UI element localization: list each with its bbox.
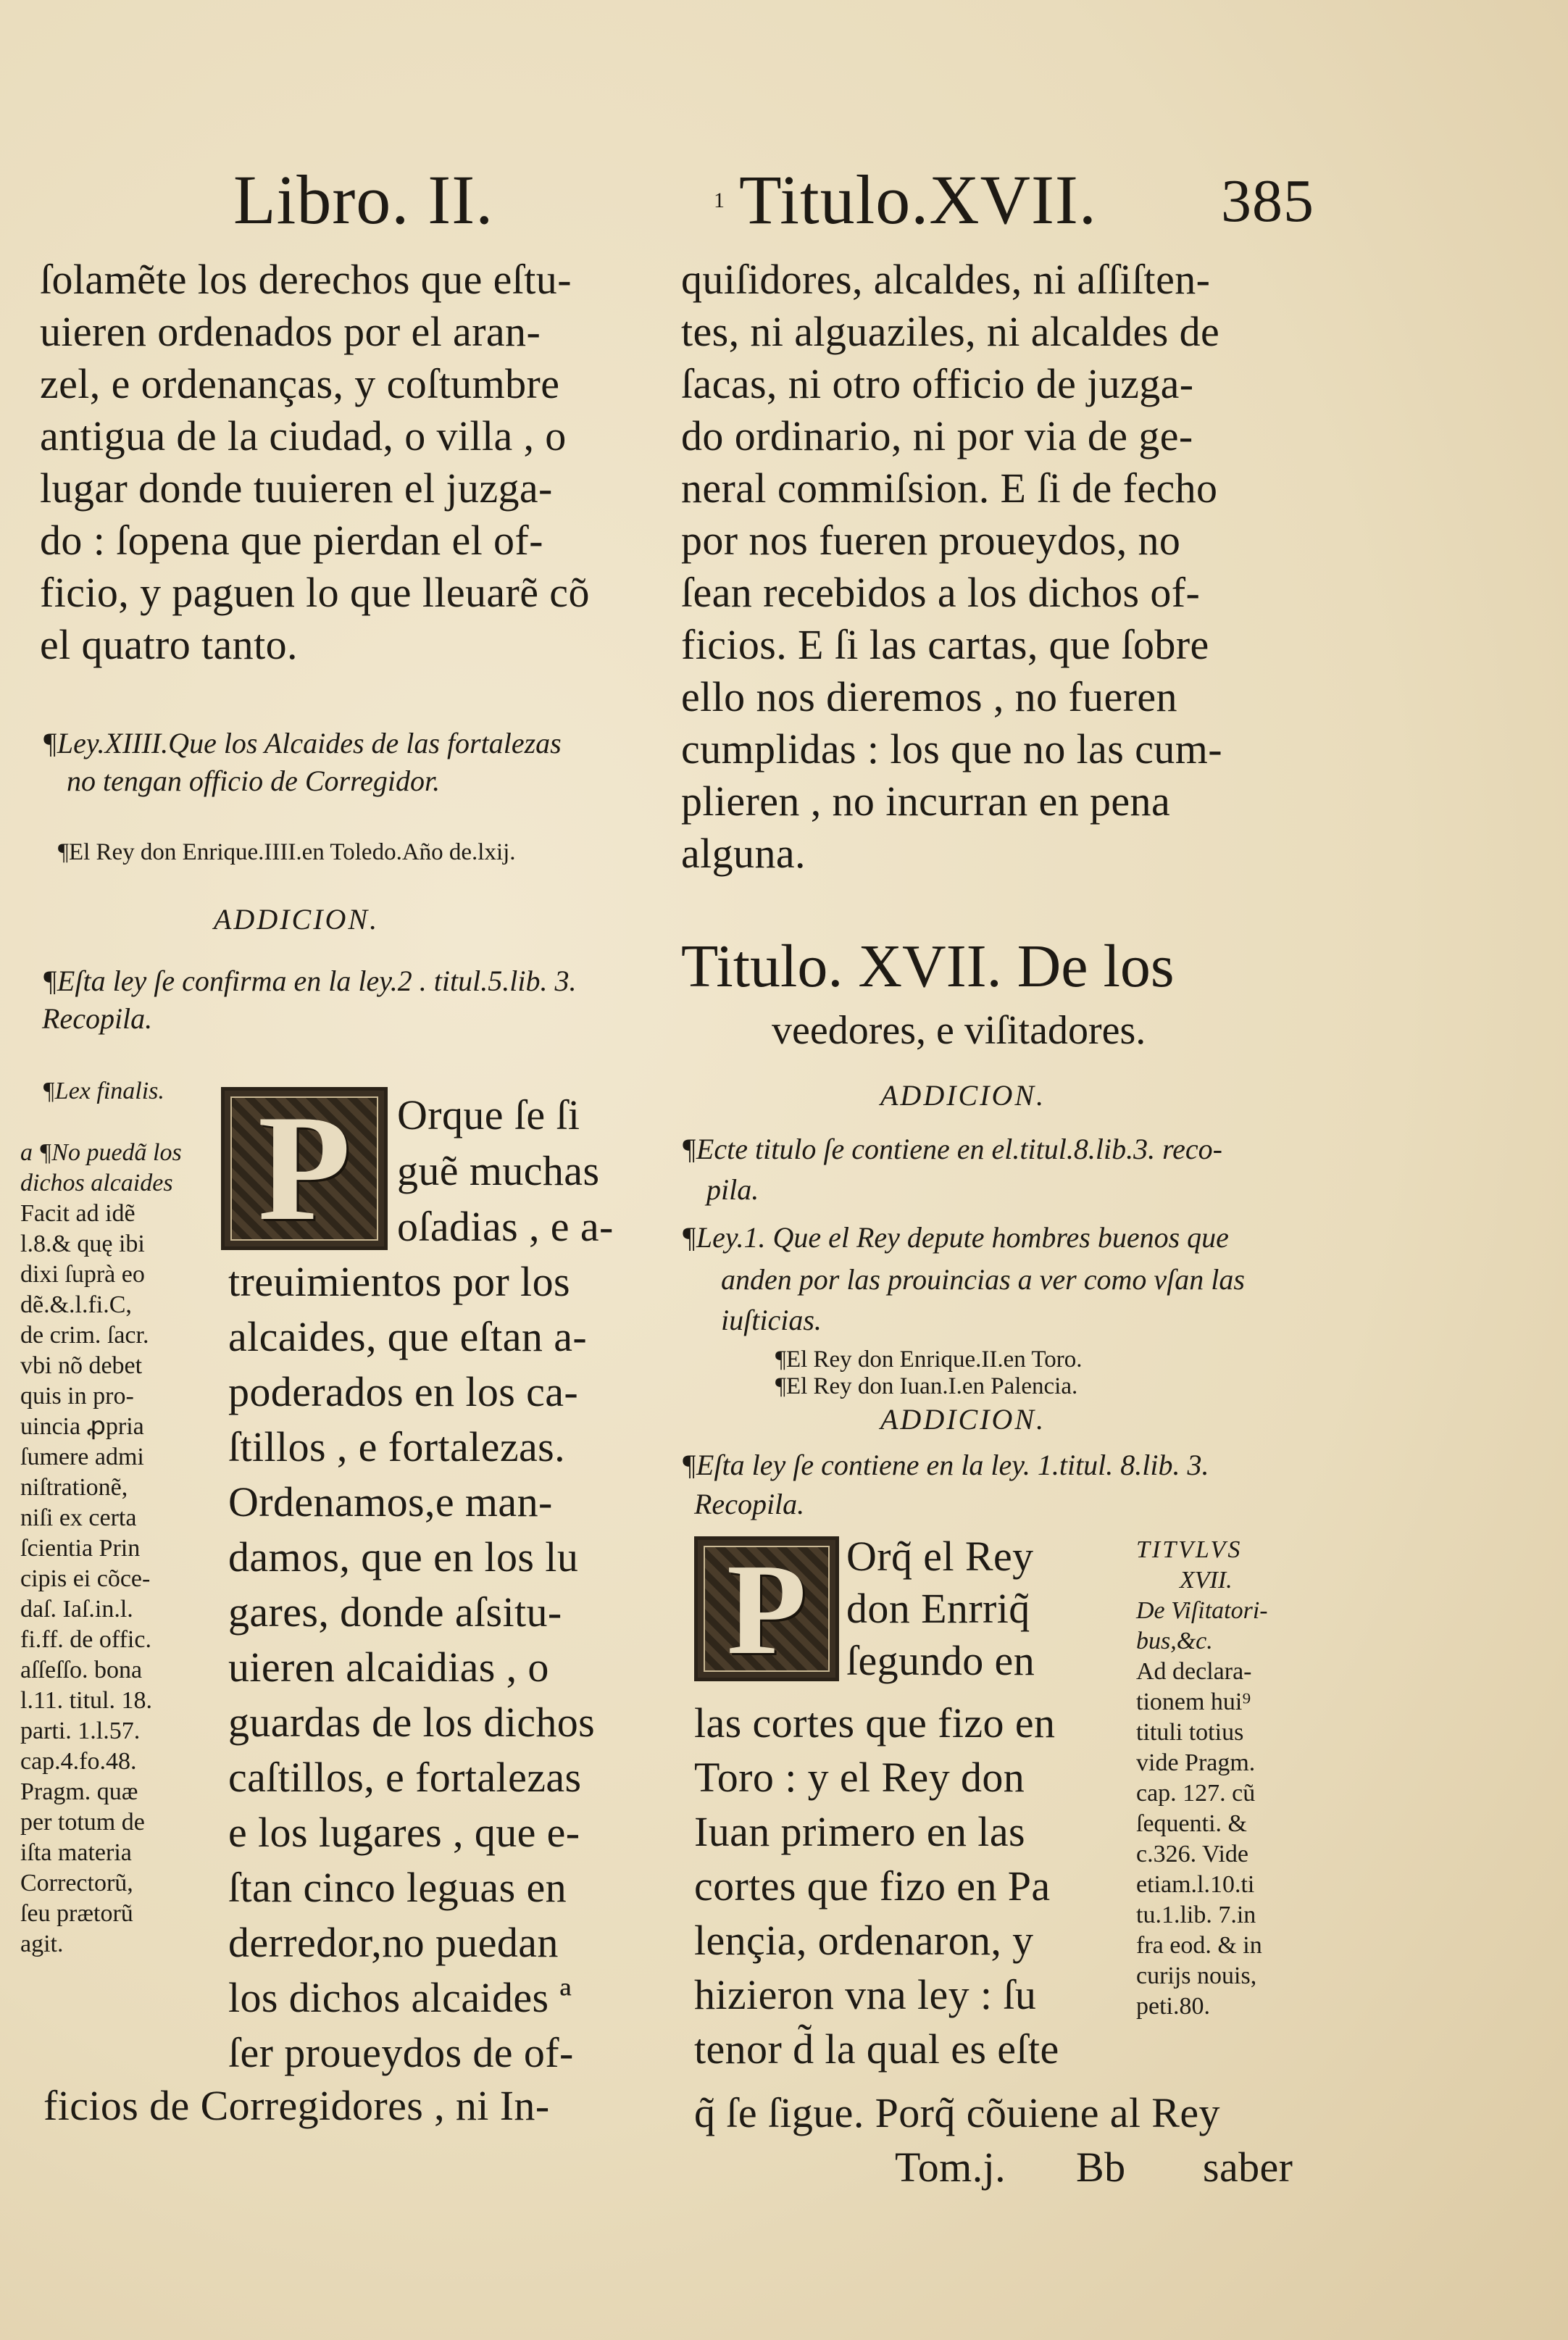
margin-line: fra eod. & in (1136, 1932, 1262, 1959)
margin-line: l.11. titul. 18. (20, 1687, 152, 1714)
left-body-short (397, 1087, 614, 1254)
text-line: tenor d̃ la qual es eſte (694, 2025, 1059, 2073)
text-line: antigua de la ciudad, o villa , o (40, 412, 567, 459)
addicion-note: pila. (706, 1173, 759, 1206)
margin-line: uincia ꝓpria (20, 1413, 144, 1440)
margin-line: tionem hui⁹ (1136, 1689, 1251, 1715)
addicion-note: Recopila. (694, 1488, 805, 1520)
margin-line: peti.80. (1136, 1993, 1210, 2020)
text-line: los dichos alcaides ª (228, 1974, 572, 2021)
margin-line: Correctorũ, (20, 1870, 133, 1896)
text-line: neral commiſsion. E ſi de fecho (681, 465, 1218, 512)
margin-line: tituli totius (1136, 1719, 1244, 1746)
margin-line: TITVLVS (1136, 1536, 1243, 1563)
margin-line: dẽ.&.l.fi.C, (20, 1291, 132, 1318)
margin-line: vbi nõ debet (20, 1352, 143, 1379)
text-line: do ordinario, ni por via de ge- (681, 412, 1193, 459)
margin-line: ſumere admi (20, 1444, 144, 1470)
margin-line: ſcientia Prin (20, 1535, 141, 1562)
margin-line: De Viſitatori- (1136, 1597, 1268, 1624)
margin-line: cap.4.fo.48. (20, 1748, 137, 1775)
king-reference: ¶El Rey don Iuan.I.en Palencia. (775, 1373, 1078, 1399)
margin-line: a ¶No puedã los (20, 1139, 182, 1166)
margin-line: cap. 127. cũ (1136, 1780, 1256, 1807)
running-head-title: Titulo.XVII. (739, 161, 1097, 238)
gathering-mark: Bb (1076, 2144, 1126, 2191)
text-line: Iuan primero en las (694, 1808, 1025, 1855)
margin-line: c.326. Vide (1136, 1841, 1249, 1868)
margin-line: iſta materia (20, 1839, 132, 1866)
text-line: Toro : y el Rey don (694, 1754, 1025, 1801)
margin-line: vide Pragm. (1136, 1749, 1256, 1776)
king-reference: ¶El Rey don Enrique.II.en Toro. (775, 1346, 1083, 1373)
left-margin-notes (20, 1138, 182, 1960)
text-line: alcaides, que eſtan a- (228, 1313, 588, 1360)
margin-line: de crim. ſacr. (20, 1322, 149, 1349)
margin-line: quis in pro- (20, 1383, 134, 1410)
text-line: lençia, ordenaron, y (694, 1917, 1034, 1964)
text-line: don Enrriq̃ (846, 1585, 1030, 1632)
text-line: ficios. E ſi las cartas, que ſobre (681, 621, 1209, 668)
running-head-book: Libro. II. (233, 161, 494, 238)
law-heading: ¶Ley.XIIII.Que los Alcaides de las fortalezas (42, 727, 562, 759)
addicion-heading: ADDICION. (880, 1403, 1046, 1436)
text-line: ficios de Corregidores , ni In- (43, 2082, 550, 2129)
text-line: hizieron vna ley : ſu (694, 1971, 1037, 2018)
law-heading: iuſticias. (721, 1304, 822, 1336)
text-line: derredor,no puedan (228, 1919, 559, 1966)
text-line: plieren , no incurran en pena (681, 778, 1171, 825)
text-line: caſtillos, e fortalezas (228, 1754, 582, 1801)
text-line: guardas de los dichos (228, 1699, 596, 1746)
drop-cap-letter: P (257, 1084, 351, 1252)
text-line: ſtillos , e fortalezas. (228, 1423, 565, 1470)
text-line: ficio, y paguen lo que lleuarẽ cõ (40, 569, 590, 616)
text-line: uieren ordenados por el aran- (40, 308, 541, 355)
drop-cap-letter: P (727, 1536, 806, 1681)
margin-line: cipis ei cõce- (20, 1565, 151, 1592)
text-line: ſolamẽte los derechos que eſtu- (40, 256, 572, 303)
catchword: saber (1203, 2144, 1293, 2191)
text-line: ſacas, ni otro officio de juzga- (681, 360, 1194, 407)
text-line: uieren alcaidias , o (228, 1644, 549, 1691)
section-subtitle: veedores, e viſitadores. (772, 1008, 1146, 1053)
right-body (694, 1696, 1059, 2076)
margin-line: Ad declara- (1136, 1658, 1252, 1685)
law-heading: ¶Ley.1. Que el Rey depute hombres buenos que (681, 1221, 1229, 1254)
text-line: q̃ ſe ſigue. Porq̃ cõuiene al Rey (694, 2089, 1220, 2136)
addicion-note: Recopila. (42, 1002, 153, 1035)
drop-cap-ornament (694, 1536, 839, 1681)
drop-cap-ornament (221, 1084, 388, 1252)
left-column-top (40, 254, 590, 671)
text-line: do : ſopena que pierdan el of- (40, 517, 543, 564)
margin-line: XVII. (1180, 1567, 1233, 1594)
margin-line: niſtrationẽ, (20, 1474, 128, 1501)
margin-line: daſ. Iaſ.in.l. (20, 1596, 133, 1623)
addicion-heading: ADDICION. (214, 903, 380, 936)
margin-line: l.8.& quę ibi (20, 1231, 145, 1257)
left-body (228, 1254, 595, 2081)
text-line: las cortes que fizo en (694, 1699, 1056, 1746)
text-line: damos, que en los lu (228, 1533, 579, 1581)
text-line: oſadias , e a- (397, 1203, 614, 1250)
text-line: por nos fueren proueydos, no (681, 517, 1181, 564)
text-line: e los lugares , que e- (228, 1809, 580, 1856)
margin-line: tu.1.lib. 7.in (1136, 1902, 1256, 1928)
text-line: lugar donde tuuieren el juzga- (40, 465, 553, 512)
king-reference: ¶El Rey don Enrique.IIII.en Toledo.Año de.lxij. (58, 839, 516, 865)
text-line: ſegundo en (846, 1637, 1035, 1684)
margin-line: Facit ad idẽ (20, 1200, 135, 1227)
addicion-heading: ADDICION. (880, 1079, 1046, 1112)
section-title: Titulo. XVII. De los (681, 933, 1175, 1000)
margin-line: parti. 1.l.57. (20, 1717, 141, 1744)
margin-line: per totum de (20, 1809, 145, 1836)
text-line: el quatro tanto. (40, 621, 298, 668)
margin-line: ſequenti. & (1136, 1810, 1247, 1837)
addicion-note: ¶Ecte titulo ſe contiene en el.titul.8.lib.3. reco- (681, 1133, 1222, 1165)
margin-line: dichos alcaides (20, 1170, 173, 1196)
margin-line: Pragm. quæ (20, 1778, 138, 1805)
margin-line: aſſeſſo. bona (20, 1657, 143, 1683)
margin-line: agit. (20, 1931, 64, 1957)
margin-line: etiam.l.10.ti (1136, 1871, 1255, 1898)
running-head-mark: 1 (714, 188, 725, 212)
text-line: zel, e ordenanças, y coſtumbre (40, 360, 560, 407)
margin-line: niſi ex certa (20, 1504, 137, 1531)
lex-finalis-note: ¶Lex finalis. (42, 1078, 164, 1104)
text-line: ello nos dieremos , no fueren (681, 673, 1177, 720)
margin-line: curijs nouis, (1136, 1962, 1257, 1989)
text-line: treuimientos por los (228, 1258, 570, 1305)
right-body-short (846, 1531, 1035, 1687)
margin-line: fi.ff. de offic. (20, 1626, 151, 1653)
text-line: tes, ni alguaziles, ni alcaldes de (681, 308, 1220, 355)
signature-mark: Tom.j. (895, 2144, 1006, 2191)
margin-line: ſeu prætorũ (20, 1900, 133, 1927)
addicion-note: ¶Eſta ley ſe confirma en la ley.2 . titul.5.lib. 3. (42, 965, 577, 997)
addicion-note: ¶Eſta ley ſe contiene en la ley. 1.titul. 8.lib. 3. (681, 1449, 1209, 1481)
text-line: alguna. (681, 830, 806, 877)
right-column-top (681, 254, 1222, 880)
page-number: 385 (1221, 167, 1314, 235)
law-heading: anden por las prouincias a ver como vſan las (721, 1263, 1245, 1296)
text-line: gares, donde aſsitu- (228, 1589, 562, 1636)
text-line: poderados en los ca- (228, 1368, 579, 1415)
text-line: ſean recebidos a los dichos of- (681, 569, 1201, 616)
text-line: guẽ muchas (397, 1147, 600, 1194)
text-line: cumplidas : los que no las cum- (681, 725, 1222, 773)
text-line: cortes que fizo en Pa (694, 1862, 1051, 1910)
text-line: Ordenamos,e man- (228, 1478, 553, 1525)
margin-line: bus,&c. (1136, 1628, 1213, 1654)
text-line: ſtan cinco leguas en (228, 1864, 567, 1911)
law-heading: no tengan officio de Corregidor. (67, 765, 441, 797)
text-line: Orque ſe ſi (397, 1091, 580, 1138)
text-line: Orq̃ el Rey (846, 1533, 1034, 1580)
right-margin-notes (1136, 1535, 1268, 2022)
text-line: ſer proueydos de of- (228, 2029, 574, 2076)
text-line: quiſidores, alcaldes, ni aſſiſten- (681, 256, 1211, 303)
margin-line: dixi ſuprà eo (20, 1261, 145, 1288)
